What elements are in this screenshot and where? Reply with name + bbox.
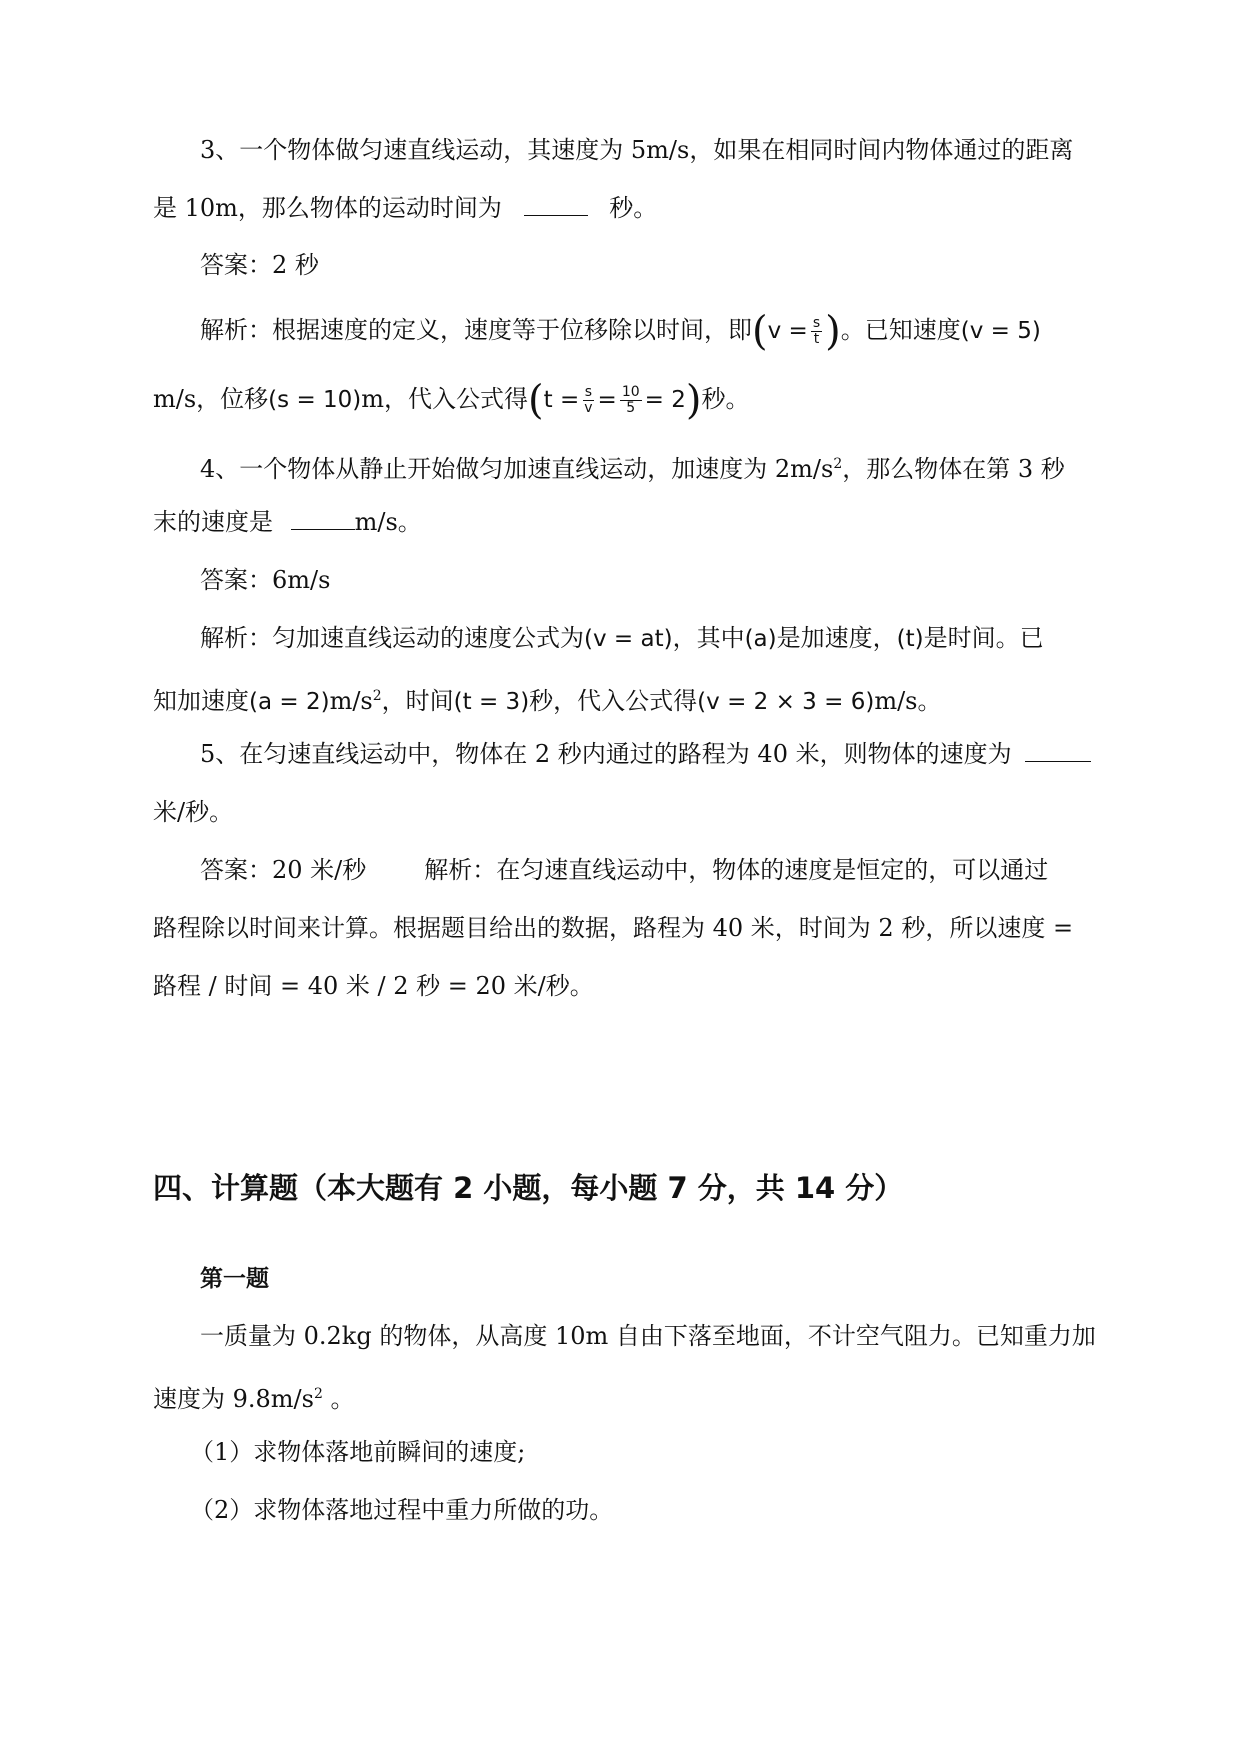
q4-answer-text: 答案：6m/s bbox=[200, 566, 331, 594]
q4-superscript: 2 bbox=[372, 688, 382, 704]
frac-num: s bbox=[584, 384, 593, 400]
q4-answer bbox=[0, 564, 1241, 596]
q4-analysis-text-3: 是加速度， bbox=[776, 624, 897, 652]
q5-analysis-line2 bbox=[0, 912, 1241, 944]
problem-text-1: 一质量为 0.2kg 的物体，从高度 10m 自由下落至地面，不计空气阻力。已知重力加 bbox=[200, 1322, 1096, 1350]
q3-analysis-text-2: 。已知速度 bbox=[840, 316, 961, 344]
q3-formula-v: v = bbox=[767, 318, 808, 344]
q4-analysis-text-9: m/s。 bbox=[874, 687, 942, 715]
fraction-s-over-v bbox=[582, 385, 594, 416]
section-heading: 四、计算题（本大题有 2 小题，每小题 7 分，共 14 分） bbox=[153, 1171, 904, 1205]
q5-line2 bbox=[0, 796, 1241, 828]
q5-line1 bbox=[0, 738, 1241, 770]
problem-item-2-text: （2）求物体落地过程中重力所做的功。 bbox=[190, 1496, 614, 1524]
q4-analysis-text-6: m/s bbox=[329, 687, 373, 715]
q4-text-3: 末的速度是 bbox=[153, 508, 273, 536]
q3-analysis-text-4: m，代入公式得 bbox=[361, 385, 529, 413]
q4-formula-t: (t) bbox=[896, 626, 924, 652]
close-paren: ) bbox=[825, 308, 841, 355]
frac-den: v bbox=[584, 400, 593, 416]
q4-formula-a2: (a = 2) bbox=[249, 689, 330, 715]
q4-answer-blank[interactable] bbox=[291, 509, 355, 530]
q3-text-3: 秒。 bbox=[609, 194, 658, 222]
q4-analysis-text-8: 秒，代入公式得 bbox=[529, 687, 698, 715]
q3-line2 bbox=[0, 192, 1241, 224]
q5-analysis-text-3: 路程 / 时间 = 40 米 / 2 秒 = 20 米/秒。 bbox=[153, 972, 594, 1000]
q4-analysis-text-7: ，时间 bbox=[381, 687, 454, 715]
q5-analysis-text-1: 解析：在匀速直线运动中，物体的速度是恒定的，可以通过 bbox=[424, 856, 1049, 884]
q5-analysis-line3 bbox=[0, 970, 1241, 1002]
q3-analysis-text-5: 秒。 bbox=[701, 385, 750, 413]
frac-num: s bbox=[812, 315, 821, 331]
q5-answer-blank[interactable] bbox=[1025, 741, 1091, 762]
q3-analysis-text-3: m/s，位移 bbox=[153, 385, 269, 413]
q4-formula-vat: (v = at) bbox=[584, 626, 673, 652]
fraction-s-over-t bbox=[811, 316, 822, 347]
q4-analysis-text-2: ，其中 bbox=[672, 624, 745, 652]
open-paren: ( bbox=[752, 308, 768, 355]
q4-text-1: 4、一个物体从静止开始做匀加速直线运动，加速度为 2m/s bbox=[200, 455, 834, 483]
q4-formula-v6: (v = 2 × 3 = 6) bbox=[697, 689, 875, 715]
problem-text-2: 速度为 9.8m/s bbox=[153, 1385, 314, 1413]
problem-item-2 bbox=[0, 1494, 1241, 1526]
equals-sign: = bbox=[597, 387, 617, 413]
q5-answer-text: 答案：20 米/秒 bbox=[200, 856, 367, 884]
q3-text-2: 是 10m，那么物体的运动时间为 bbox=[153, 194, 502, 222]
problem-item-1-text: （1）求物体落地前瞬间的速度; bbox=[190, 1438, 526, 1466]
close-paren: ) bbox=[685, 377, 702, 424]
q3-formula-s: (s = 10) bbox=[268, 387, 362, 413]
problem-superscript: 2 bbox=[313, 1386, 323, 1402]
q4-formula-a: (a) bbox=[744, 626, 777, 652]
q4-analysis-text-1: 解析：匀加速直线运动的速度公式为 bbox=[200, 624, 584, 652]
problem-line2 bbox=[0, 1378, 1241, 1415]
q5-analysis-text-2: 路程除以时间来计算。根据题目给出的数据，路程为 40 米，时间为 2 秒，所以速度 = bbox=[153, 914, 1074, 942]
subsection-heading: 第一题 bbox=[200, 1266, 269, 1292]
q5-text-1: 5、在匀速直线运动中，物体在 2 秒内通过的路程为 40 米，则物体的速度为 bbox=[200, 740, 1012, 768]
q4-analysis-line2 bbox=[0, 680, 1241, 718]
q3-analysis-text-1: 解析：根据速度的定义，速度等于位移除以时间，即 bbox=[200, 316, 752, 344]
q3-analysis-line2 bbox=[0, 377, 1241, 424]
q3-formula-result: = 2 bbox=[644, 387, 686, 413]
q4-text-2: ，那么物体在第 3 秒 bbox=[842, 455, 1065, 483]
q3-formula-t: t = bbox=[543, 387, 580, 413]
q3-formula-v5: (v = 5) bbox=[960, 318, 1041, 344]
q5-text-2: 米/秒。 bbox=[153, 798, 234, 826]
problem-text-3: 。 bbox=[322, 1385, 355, 1413]
q3-line1 bbox=[0, 134, 1241, 166]
q4-text-4: m/s。 bbox=[354, 508, 422, 536]
q4-line1 bbox=[0, 448, 1241, 485]
q4-analysis-text-4: 是时间。已 bbox=[923, 624, 1044, 652]
q3-text-1: 3、一个物体做匀速直线运动，其速度为 5m/s，如果在相同时间内物体通过的距离 bbox=[200, 136, 1074, 164]
q3-answer-blank[interactable] bbox=[524, 195, 588, 216]
q3-answer-text: 答案：2 秒 bbox=[200, 251, 319, 279]
q5-answer-line bbox=[0, 854, 1241, 886]
problem-item-1 bbox=[0, 1436, 1241, 1468]
fraction-10-over-5 bbox=[620, 385, 642, 416]
q4-analysis-line1 bbox=[0, 622, 1241, 655]
frac-den: t bbox=[813, 331, 820, 347]
q3-answer bbox=[0, 249, 1241, 281]
q4-formula-t3: (t = 3) bbox=[453, 689, 530, 715]
q4-analysis-text-5: 知加速度 bbox=[153, 687, 249, 715]
q4-line2 bbox=[0, 506, 1241, 538]
q3-analysis-line1 bbox=[0, 308, 1241, 355]
frac-num: 10 bbox=[621, 384, 640, 400]
open-paren: ( bbox=[528, 377, 544, 424]
frac-den: 5 bbox=[626, 400, 636, 416]
problem-line1 bbox=[0, 1320, 1241, 1352]
q4-superscript: 2 bbox=[833, 456, 843, 472]
